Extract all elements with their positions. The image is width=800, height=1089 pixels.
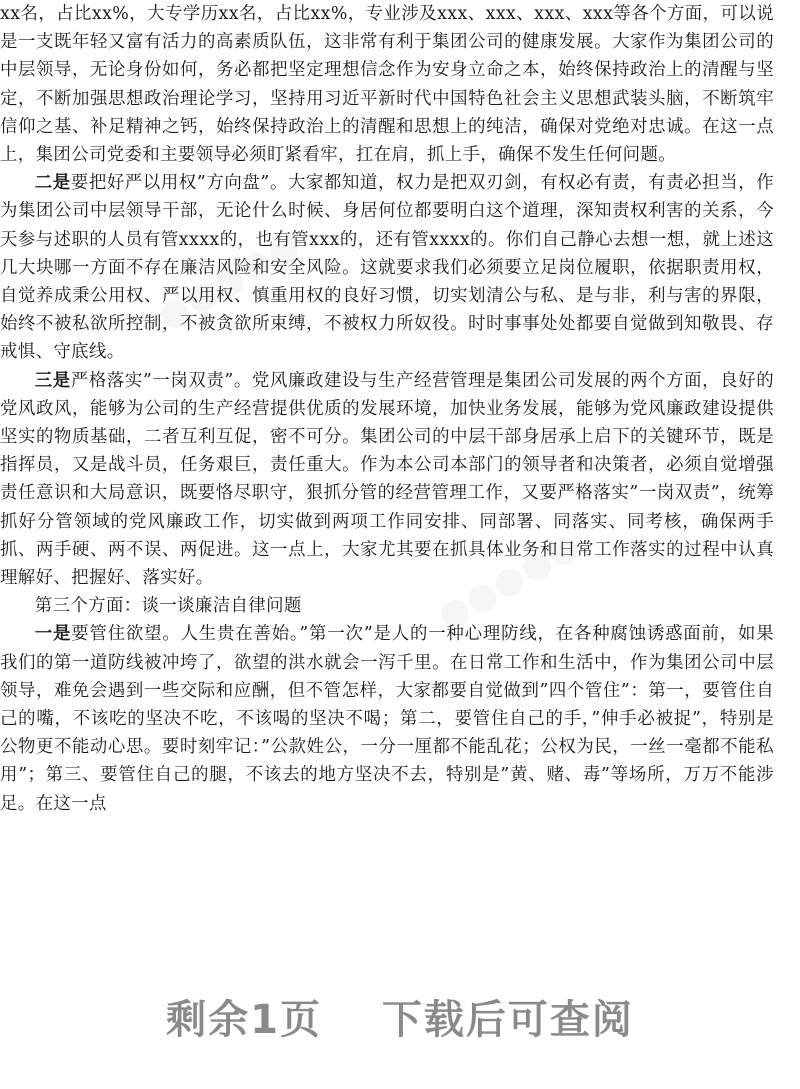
paragraph-lead: 二是: [34, 173, 71, 194]
paragraph-text: xx名，占比xx%，大专学历xx名，占比xx%，专业涉及xxx、xxx、xxx、xxx等各个方面，可以说是一支既年轻又富有活力的高素质队伍，这非常有利于集团公司的健康发展。大家作为集团公司的中层领导，无论身份如何，务必都把坚定理想信念作为安身立命之本，始终保持政治上的清醒与坚定，不断加强思想政治理论学习，坚持用习近平新时代中国特色社会主义思想武装头脑，不断筑牢信仰之基、补足精神之钙，始终保持政治上的清醒和思想上的纯洁，确保对党绝对忠诚。在这一点上，集团公司党委和主要领导必须盯紧看牢，扛在肩，抓上手，确保不发生任何问题。: [0, 4, 774, 166]
section-heading: 第三个方面：谈一谈廉洁自律问题: [34, 596, 302, 617]
paragraph: [0, 367, 774, 593]
paragraph-text: 严格落实”一岗双责”。党风廉政建设与生产经营管理是集团公司发展的两个方面，良好的党风政风，能够为公司的生产经营提供优质的发展环境，加快业务发展，能够为党风廉政建设提供坚实的物质基础，二者互利互促，密不可分。集团公司的中层干部身居承上启下的关键环节，既是指挥员，又是战斗员，任务艰巨，责任重大。作为本公司本部门的领导者和决策者，必须自觉增强责任意识和大局意识，既要恪尽职守，狠抓分管的经营管理工作，又要严格落实”一岗双责”，统筹抓好分管领域的党风廉政工作，切实做到两项工作同安排、同部署、同落实、同考核，确保两手抓、两手硬、两不误、两促进。这一点上，大家尤其要在抓具体业务和日常工作落实的过程中认真理解好、把握好、落实好。: [0, 370, 774, 589]
paragraph: [0, 169, 774, 366]
remaining-pages-label: 剩余1页: [166, 997, 322, 1043]
download-banner[interactable]: [0, 988, 800, 1045]
paragraph-text: 要管住欲望。人生贵在善始。”第一次”是人的一种心理防线，在各种腐蚀诱惑面前，如果我们的第一道防线被冲垮了，欲望的洪水就会一泻千里。在日常工作和生活中，作为集团公司中层领导，难免会遇到一些交际和应酬，但不管怎样，大家都要自觉做到”四个管住”：第一，要管住自己的嘴，不该吃的坚决不吃，不该喝的坚决不喝；第二，要管住自己的手，”伸手必被捉”，特别是公物更不能动心思。要时刻牢记：”公款姓公，一分一厘都不能乱花；公权为民，一丝一毫都不能私用”；第三、要管住自己的腿，不该去的地方坚决不去，特别是”黄、赌、毒”等场所，万万不能涉足。在这一点: [0, 624, 774, 814]
download-to-view-link[interactable]: 下载后可查阅: [381, 997, 634, 1043]
paragraph-lead: 一是: [34, 624, 72, 645]
paragraph: [0, 0, 774, 169]
paragraph: [0, 620, 774, 817]
paragraph-text: 要把好严以用权”方向盘”。大家都知道，权力是把双刃剑，有权必有责，有责必担当，作为集团公司中层领导干部，无论什么时候、身居何位都要明白这个道理，深知责权利害的关系，今天参与述职的人员有管xxxx的，也有管xxx的，还有管xxxx的。你们自己静心去想一想，就上述这几大块哪一方面不存在廉洁风险和安全风险。这就要求我们必须要立足岗位履职，依据职责用权，自觉养成秉公用权、严以用权、慎重用权的良好习惯，切实划清公与私、是与非，利与害的界限，始终不被私欲所控制，不被贪欲所束缚，不被权力所奴役。时时事事处处都要自觉做到知敬畏、存戒惧、守底线。: [0, 173, 774, 363]
paragraph-lead: 三是: [34, 370, 71, 391]
